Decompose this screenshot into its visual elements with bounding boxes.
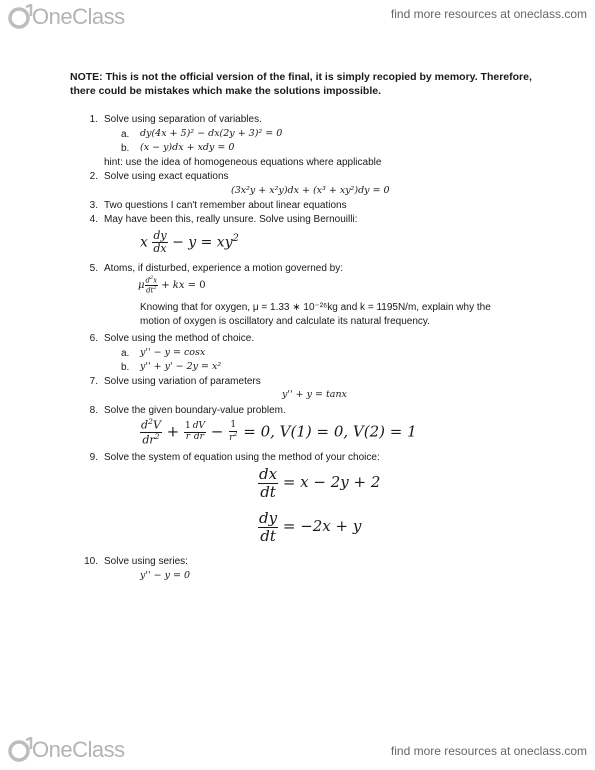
- question-number: 10.: [84, 556, 98, 567]
- subitem-label: a.: [121, 129, 130, 140]
- equation: (x − y)dx + xdy = 0: [140, 142, 235, 153]
- question-number: 1.: [89, 114, 98, 125]
- oneclass-logo-icon: [8, 4, 38, 30]
- question-text: Solve using series:: [104, 556, 188, 567]
- bernoulli-equation: x $\frac{dy}{dx}$ − $y = xy^2$: [140, 229, 239, 256]
- footer-tagline-link[interactable]: find more resources at oneclass.com: [390, 744, 587, 758]
- question-text: Solve using the method of choice.: [104, 333, 255, 344]
- oneclass-logo: [8, 4, 125, 30]
- question-number: 9.: [89, 452, 98, 463]
- question-number: 3.: [89, 200, 98, 211]
- system-equation-1: $\frac{dx}{dt}$ = x − 2y + 2: [259, 465, 381, 501]
- logo-text: OneClass: [32, 4, 125, 29]
- subitem-label: a.: [121, 348, 130, 359]
- boundary-value-equation: $\frac{d^2V}{dr^2}$ + $\frac{1}{r}$ $\frac{dV}{dr}$ − $\frac{1}{r^2}$ = 0, V(1) = 0, V(2) = 1: [141, 417, 417, 447]
- question-number: 4.: [89, 214, 98, 225]
- question-text: Solve the system of equation using the method of your choice:: [104, 452, 380, 463]
- hint-text: hint: use the idea of homogeneous equations where applicable: [104, 157, 382, 168]
- subitem-label: b.: [121, 143, 130, 154]
- question-text: Solve using separation of variables.: [104, 114, 262, 125]
- question-text: Solve using exact equations: [104, 171, 229, 182]
- disclaimer-note: NOTE: This is not the official version of the final, it is simply recopied by memory. Therefore, there could be mistakes which make the solutions impossible.: [70, 71, 532, 97]
- equation: y'' − y = 0: [140, 570, 191, 581]
- oneclass-logo: [8, 737, 125, 763]
- question-text: May have been this, really unsure. Solve using Bernouilli:: [104, 214, 358, 225]
- question-text: Solve using variation of parameters: [104, 376, 261, 387]
- equation-rhs: = −2x + y: [282, 517, 362, 535]
- question-detail: Knowing that for oxygen, μ = 1.33 ∗ 10⁻²⁶kg and k = 1195N/m, explain why the: [140, 302, 491, 313]
- equation: (3x²y + x²y)dx + (x³ + xy²)dy = 0: [231, 185, 390, 196]
- subitem-label: b.: [121, 362, 130, 373]
- equation: y'' − y = cosx: [140, 347, 206, 358]
- question-number: 7.: [89, 376, 98, 387]
- question-text: Solve the given boundary-value problem.: [104, 405, 286, 416]
- motion-equation: μ $\frac{d^2x}{dt^2}$ + kx = 0: [138, 275, 206, 295]
- header-tagline-link[interactable]: find more resources at oneclass.com: [390, 7, 587, 21]
- boundary-conditions: = 0, V(1) = 0, V(2) = 1: [243, 422, 417, 441]
- question-detail: motion of oxygen is oscillatory and calculate its natural frequency.: [140, 316, 430, 327]
- system-equation-2: $\frac{dy}{dt}$ = −2x + y: [259, 509, 362, 545]
- question-text: Two questions I can't remember about linear equations: [104, 200, 347, 211]
- question-number: 6.: [89, 333, 98, 344]
- oneclass-logo-icon: [8, 737, 38, 763]
- equation: dy(4x + 5)² − dx(2y + 3)² = 0: [140, 128, 283, 139]
- equation: y'' + y' − 2y = x²: [140, 361, 222, 372]
- question-number: 5.: [89, 263, 98, 274]
- question-number: 2.: [89, 171, 98, 182]
- logo-text: OneClass: [32, 737, 125, 762]
- equation-rhs: = x − 2y + 2: [282, 473, 381, 491]
- question-number: 8.: [89, 405, 98, 416]
- question-text: Atoms, if disturbed, experience a motion governed by:: [104, 263, 344, 274]
- equation: y'' + y = tanx: [282, 389, 347, 400]
